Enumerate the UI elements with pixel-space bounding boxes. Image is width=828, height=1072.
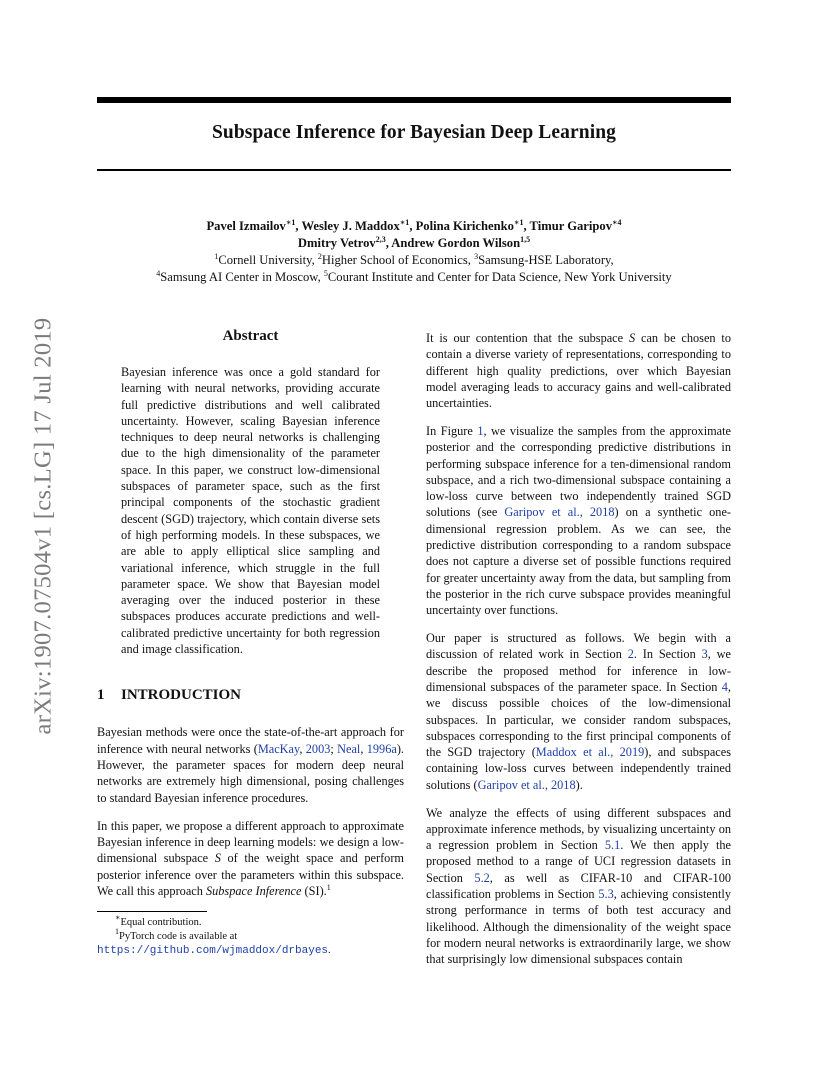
author-mark: ∗1 — [399, 218, 410, 227]
section-title: INTRODUCTION — [121, 687, 242, 704]
text-run: of the weight space and perform posterior inference over the parameters within this subspace. We call this approach — [97, 851, 404, 899]
affiliations — [97, 252, 731, 286]
text-run: , — [299, 741, 306, 756]
section-number: 1 — [97, 687, 105, 704]
author-mark: ∗1 — [285, 218, 296, 227]
text-run: , as well as CIFAR-10 and CIFAR-100 classification problems in Section — [426, 870, 731, 901]
emphasis: Subspace Inference — [205, 884, 302, 899]
author-mark: ∗1 — [513, 218, 524, 227]
text-run: Bayesian methods were once the state-of-the-art approach for inference with neural networks ( — [97, 725, 404, 756]
abstract-heading: Abstract — [222, 328, 279, 344]
math-symbol: S — [214, 851, 221, 866]
top-rule — [97, 97, 731, 103]
affil-mark: 4 — [156, 269, 161, 278]
text-run: In Figure — [426, 423, 478, 438]
right-paragraph-3 — [426, 630, 731, 793]
text-run: . We then apply the proposed method to a range of UCI regression datasets in Section — [426, 838, 731, 885]
abstract-text: Bayesian inference was once a gold standard for learning with neural networks, providing accurate full predictive distributions and well calibrated uncertainty. However, scaling Bayesian inference techniques to deep neural networks is challenging due to the high dimensionality of the parameter space. In this paper, we construct low-dimensional subspaces of parameter space, such as the first principal components of the stochastic gradient descent (SGD) trajectory, which contain diverse sets of high performing models. In these subspaces, we are able to apply elliptical slice sampling and variational inference, which struggle in the full parameter space. We show that Bayesian model averaging over the induced posterior in these subspaces produces accurate predictions and well-calibrated predictive uncertainty for both regression and image classification. — [121, 365, 380, 657]
citation-link[interactable]: Neal — [337, 741, 361, 756]
intro-paragraph-1 — [97, 724, 404, 805]
text-run: can be chosen to contain a diverse variety of representations, corresponding to different high quality predictions, over which Bayesian model averaging leads to accuracy gains and well-calibrated uncertainties. — [426, 331, 731, 411]
affil-mark: 5 — [323, 269, 328, 278]
text-run: . In Section — [633, 647, 702, 662]
right-column — [426, 330, 731, 979]
affil-mark: 3 — [474, 252, 479, 261]
text-run: ). — [575, 777, 583, 792]
paper-title: Subspace Inference for Bayesian Deep Learning — [211, 122, 617, 143]
text-run: In this paper, we propose a different approach to approximate Bayesian inference in deep learning models: we design a low-dimensional subspace — [97, 818, 404, 866]
author-mark: 2,3 — [375, 235, 386, 244]
author-mark: ∗4 — [612, 218, 622, 227]
citation-link[interactable]: Maddox et al., 2019 — [535, 745, 645, 760]
code-url-link[interactable]: https://github.com/wjmaddox/drbayes — [97, 945, 329, 958]
citation-link[interactable]: Garipov et al., 2018 — [504, 505, 615, 520]
author-name: Polina Kirichenko — [415, 219, 514, 233]
author-name: Dmitry Vetrov — [297, 236, 376, 250]
text-run: ), and subspaces containing low-loss curves between independently trained solutions ( — [426, 745, 731, 792]
author-mark: 1,5 — [520, 235, 531, 244]
section-ref-link[interactable]: 5.1 — [604, 838, 621, 853]
footnote-code — [97, 927, 404, 958]
text-run: Our paper is structured as follows. We begin with a discussion of related work in Section — [426, 631, 731, 662]
author-name: Wesley J. Maddox — [301, 219, 400, 233]
text-run: , — [360, 741, 367, 756]
affil-text: Courant Institute and Center for Data Science, New York University — [327, 270, 672, 284]
author-names: Pavel Izmailov$^{∗1}$, Wesley J. Maddox$^{∗1}$, Polina Kirichenko$^{∗1}$, Timur Garipov$^{∗4}$ Dmitry Vetrov$^{2,3}$, Andrew Gordon Wilson$^{1,5}$ — [206, 218, 622, 250]
text-run: , we discuss possible choices of the low-dimensional subspaces. In particular, we consider random subspaces, subspaces corresponding to the first principal components of the SGD trajectory ( — [426, 679, 731, 760]
title-rule — [97, 169, 731, 171]
text-run: , we describe the proposed method for inference in low-dimensional subspaces of the parameter space. In Section — [426, 647, 731, 694]
arxiv-sidebar — [26, 296, 60, 756]
footnote-rule — [97, 911, 207, 912]
section-ref-link[interactable]: 5.2 — [474, 870, 490, 885]
affil-mark: 1 — [214, 252, 219, 261]
right-paragraph-4 — [426, 805, 731, 968]
citation-link[interactable]: MacKay — [257, 741, 300, 756]
text-run: ; — [330, 741, 338, 756]
section-ref-link[interactable]: 2 — [627, 647, 634, 662]
text-run: ) on a synthetic one-dimensional regression problem. As we can see, the predictive distribution corresponding to a random subspace does not capture a diverse set of possible functions required for greater uncertainty away from the data, but sampling from the posterior in the rich curve subspace provides meaningful uncertainty over functions. — [426, 505, 732, 618]
text-run: , we visualize the samples from the approximate posterior and the corresponding predictive distributions in performing subspace inference for a ten-dimensional random subspace, and a rich two-dimensional subspace containing a low-loss curve between two independently trained SGD solutions (see — [426, 423, 732, 520]
affil-text: Cornell University, — [218, 253, 318, 267]
text-run: . — [328, 945, 331, 957]
affil-text: Higher School of Economics, — [321, 253, 475, 267]
math-symbol: S — [628, 331, 636, 345]
text-run: , achieving consistently strong performance in terms of both test accuracy and likelihood. Although the dimensionality of the weight space for modern neural networks is extraordinarily large, we show that surprisingly low dimensional subspaces contain — [426, 887, 731, 967]
left-column — [97, 328, 404, 958]
intro-paragraph-2 — [97, 818, 404, 899]
footnote-equal — [97, 913, 404, 930]
arxiv-identifier: arXiv:1907.07504v1 [cs.LG] 17 Jul 2019 — [29, 317, 56, 735]
figure-ref-link[interactable]: 1 — [477, 423, 484, 438]
footnote-ref[interactable]: 1 — [326, 883, 331, 893]
author-name: Andrew Gordon Wilson — [391, 236, 521, 250]
author-name: Timur Garipov — [529, 219, 612, 233]
citation-link[interactable]: 2003 — [305, 741, 331, 756]
affil-mark: 2 — [317, 252, 322, 261]
affil-text: Samsung AI Center in Moscow, — [160, 270, 324, 284]
text-run: PyTorch code is available at — [119, 931, 238, 943]
citation-link[interactable]: Garipov et al., 2018 — [477, 777, 576, 792]
text-run: ). However, the parameter spaces for modern deep neural networks are extremely high dimensional, posing challenges to standard Bayesian inference procedures. — [97, 741, 404, 805]
footnote-mark: ∗ — [115, 913, 121, 923]
text-run: (SI). — [301, 884, 327, 899]
right-paragraph-1 — [426, 330, 731, 411]
author-name: Pavel Izmailov — [206, 219, 286, 233]
author-block — [97, 218, 731, 286]
text-run: It is our contention that the subspace — [426, 331, 629, 345]
section-ref-link[interactable]: 4 — [721, 679, 728, 694]
section-heading — [97, 687, 404, 704]
citation-link[interactable]: 1996a — [366, 741, 397, 756]
affil-text: Samsung-HSE Laboratory, — [478, 253, 614, 267]
right-paragraph-2 — [426, 423, 731, 619]
footnote-mark: 1 — [115, 927, 119, 937]
text-run: We analyze the effects of using different subspaces and approximate inference methods, by visualizing uncertainty on a regression problem in Section — [426, 805, 731, 853]
section-ref-link[interactable]: 3 — [701, 647, 708, 662]
section-ref-link[interactable]: 5.3 — [598, 887, 614, 901]
text-run: Equal contribution. — [120, 917, 202, 929]
